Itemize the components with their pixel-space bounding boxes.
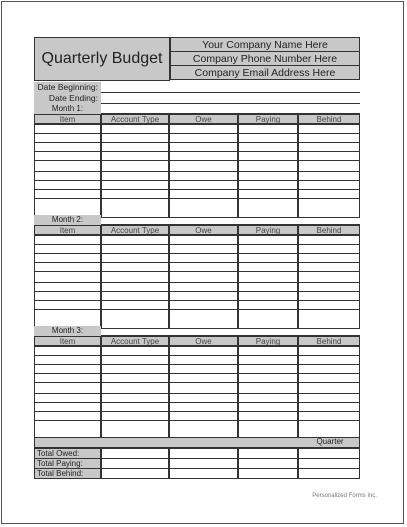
date-ending-field[interactable] xyxy=(101,93,360,104)
date-beginning-field[interactable] xyxy=(101,82,360,93)
column-header: Item xyxy=(34,225,101,235)
month-field[interactable] xyxy=(101,326,360,336)
company-phone-field[interactable]: Company Phone Number Here xyxy=(170,51,360,66)
company-email-field[interactable]: Company Email Address Here xyxy=(170,65,360,80)
column-header: Owe xyxy=(169,336,238,346)
column-header: Paying xyxy=(238,336,298,346)
date-beginning-label: Date Beginning: xyxy=(34,82,101,93)
column-header: Paying xyxy=(238,114,298,124)
summary-label: Total Behind: xyxy=(34,468,101,479)
column-header: Behind xyxy=(298,225,360,235)
summary-cell[interactable] xyxy=(169,468,238,479)
month-label: Month 2: xyxy=(34,215,101,225)
month-label: Month 3: xyxy=(34,326,101,336)
summary-cell[interactable] xyxy=(298,468,360,479)
column-header: Account Type xyxy=(101,336,169,346)
summary-cell[interactable] xyxy=(101,468,169,479)
column-header: Owe xyxy=(169,114,238,124)
date-ending-label: Date Ending: xyxy=(34,93,101,104)
page-title: Quarterly Budget xyxy=(34,37,170,81)
summary-label: Total Paying: xyxy=(34,458,101,469)
quarter-label: Quarter xyxy=(316,437,344,446)
summary-label: Total Owed: xyxy=(34,448,101,459)
summary-cell[interactable] xyxy=(238,468,298,479)
column-header: Account Type xyxy=(101,225,169,235)
month-label: Month 1: xyxy=(34,104,101,114)
month-field[interactable] xyxy=(101,104,360,114)
company-name-field[interactable]: Your Company Name Here xyxy=(170,37,360,52)
column-header: Account Type xyxy=(101,114,169,124)
column-header: Paying xyxy=(238,225,298,235)
column-header: Behind xyxy=(298,336,360,346)
month-field[interactable] xyxy=(101,215,360,225)
column-header: Item xyxy=(34,114,101,124)
column-header: Owe xyxy=(169,225,238,235)
footer-credit: Personalized Forms Inc. xyxy=(312,493,377,499)
column-header: Behind xyxy=(298,114,360,124)
column-header: Item xyxy=(34,336,101,346)
